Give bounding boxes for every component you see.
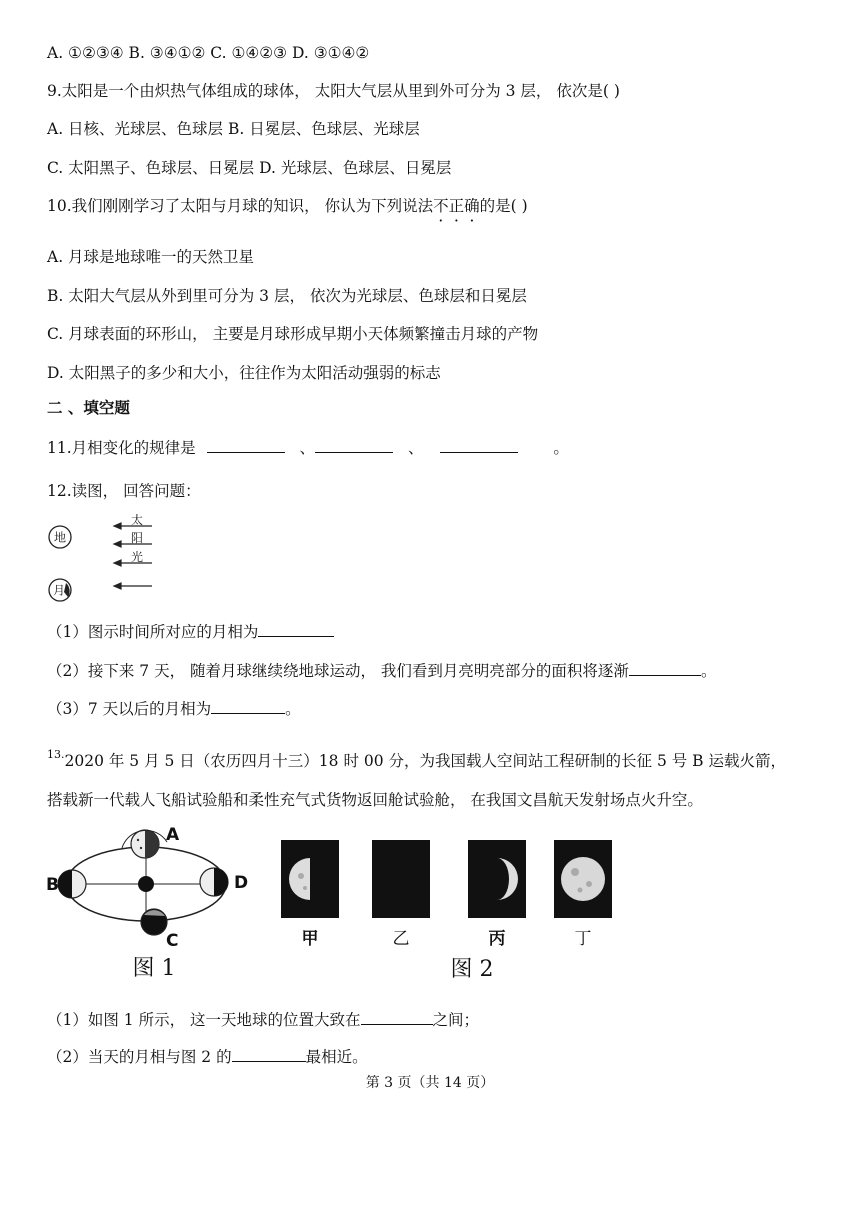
q13-part2 [47, 1045, 368, 1068]
page-footer: 第 3 页（共 14 页） [365, 1075, 495, 1091]
q11-blank-3[interactable] [440, 436, 518, 453]
q13-figure-1 [44, 822, 264, 982]
label-c: C [166, 931, 179, 951]
q12-figure [44, 514, 164, 606]
q13-blank-2[interactable] [232, 1045, 306, 1062]
moon-phase-jia [281, 840, 339, 918]
section-heading: 二 、填空题 [47, 399, 130, 417]
q12-part1 [47, 620, 334, 643]
q11-end: 。 [553, 439, 569, 457]
q13-figure-2 [275, 836, 625, 982]
q10-option-d: D. 太阳黑子的多少和大小，往往作为太阳活动强弱的标志 [47, 364, 441, 382]
q10-option-b: B. 太阳大气层从外到里可分为 3 层， 依次为光球层、色球层和日冕层 [47, 287, 527, 305]
sun-symbol [138, 876, 154, 892]
moon-symbol [49, 579, 71, 601]
q13-part1-text: （1）如图 1 所示， 这一天地球的位置大致在 [47, 1011, 361, 1029]
earth-label: 地 [53, 530, 67, 545]
q10-stem-pre: 10.我们刚刚学习了太阳与月球的知识， 你认为下列说法 [47, 197, 434, 215]
moon-label: 月 [52, 583, 66, 598]
earth-position-b [58, 870, 86, 898]
q11-separator: 、 [299, 439, 316, 457]
q10-emphasis-char: 确 [464, 197, 480, 215]
q13-line2: 搭载新一代载人飞船试验船和柔性充气式货物返回舱试验舱， 在我国文昌航天发射场点火升空。 [47, 791, 703, 809]
q10-emphasis-char: 正 [448, 197, 465, 215]
q8-options: A. ①②③④ B. ③④①② C. ①④②③ D. ③①④② [47, 44, 370, 62]
q10-stem [47, 195, 528, 217]
q12-part3-end: 。 [285, 700, 301, 718]
q11-blank-2[interactable] [315, 436, 393, 453]
q10-option-c: C. 月球表面的环形山， 主要是月球形成早期小天体频繁撞击月球的产物 [47, 325, 539, 343]
q12-part3 [47, 697, 301, 720]
figure-1-caption: 图 1 [132, 956, 176, 981]
phase-label: 甲 [301, 929, 319, 949]
q12-part2-text: （2）接下来 7 天， 随着月球继续绕地球运动， 我们看到月亮明亮部分的面积将逐渐 [47, 662, 629, 680]
q9-options-ab: A. 日核、光球层、色球层 B. 日冕层、色球层、光球层 [47, 120, 420, 138]
q13-text-line1: 2020 年 5 月 5 日（农历四月十三）18 时 00 分，为我国载人空间站工程研制的长征 5 号 B 运载火箭， [64, 752, 786, 770]
q12-part1-text: （1）图示时间所对应的月相为 [47, 623, 259, 641]
q11-blank-1[interactable] [207, 436, 285, 453]
phase-label: 丁 [574, 929, 592, 949]
earth-symbol [49, 526, 71, 548]
q12-blank-3[interactable] [211, 697, 285, 714]
label-b: B [46, 875, 59, 895]
q13-part2-end: 最相近。 [305, 1048, 368, 1066]
q13-blank-1[interactable] [361, 1008, 433, 1025]
q13-part2-text: （2）当天的月相与图 2 的 [47, 1048, 232, 1066]
q13-part1-end: 之间； [432, 1011, 480, 1029]
earth-position-c [141, 909, 167, 935]
moon-phase-ding [554, 840, 612, 918]
sunlight-label-char: 光 [130, 550, 144, 564]
q11-line [47, 436, 569, 459]
q13-line1 [47, 744, 786, 772]
q12-blank-2[interactable] [629, 659, 701, 676]
label-d: D [234, 873, 249, 893]
figure-2-caption: 图 2 [450, 957, 494, 982]
q12-part3-text: （3）7 天以后的月相为 [47, 700, 212, 718]
earth-position-d [200, 868, 228, 896]
q13-number: 13. [47, 748, 65, 761]
q12-part2 [47, 659, 716, 682]
phase-label: 丙 [488, 929, 506, 949]
earth-position-a [131, 830, 159, 858]
phase-label: 乙 [392, 929, 410, 949]
q10-option-a: A. 月球是地球唯一的天然卫星 [47, 248, 255, 266]
q12-part2-end: 。 [700, 662, 717, 680]
q12-stem: 12.读图， 回答问题： [47, 482, 201, 500]
q12-blank-1[interactable] [258, 620, 334, 637]
q11-separator: 、 [407, 439, 424, 457]
moon-phase-yi [372, 840, 430, 918]
q9-stem: 9.太阳是一个由炽热气体组成的球体， 太阳大气层从里到外可分为 3 层， 依次是( ) [47, 82, 620, 100]
moon-phase-bing [468, 840, 526, 918]
sunlight-label-char: 阳 [130, 531, 144, 545]
sunlight-label-char: 太 [130, 514, 144, 527]
q13-part1 [47, 1008, 479, 1031]
q11-stem: 11.月相变化的规律是 [47, 439, 196, 457]
q10-stem-post: 的是( ) [479, 197, 528, 215]
q10-emphasis-char: 不 [433, 197, 449, 215]
label-a: A [166, 825, 180, 845]
q9-options-cd: C. 太阳黑子、色球层、日冕层 D. 光球层、色球层、日冕层 [47, 159, 452, 177]
